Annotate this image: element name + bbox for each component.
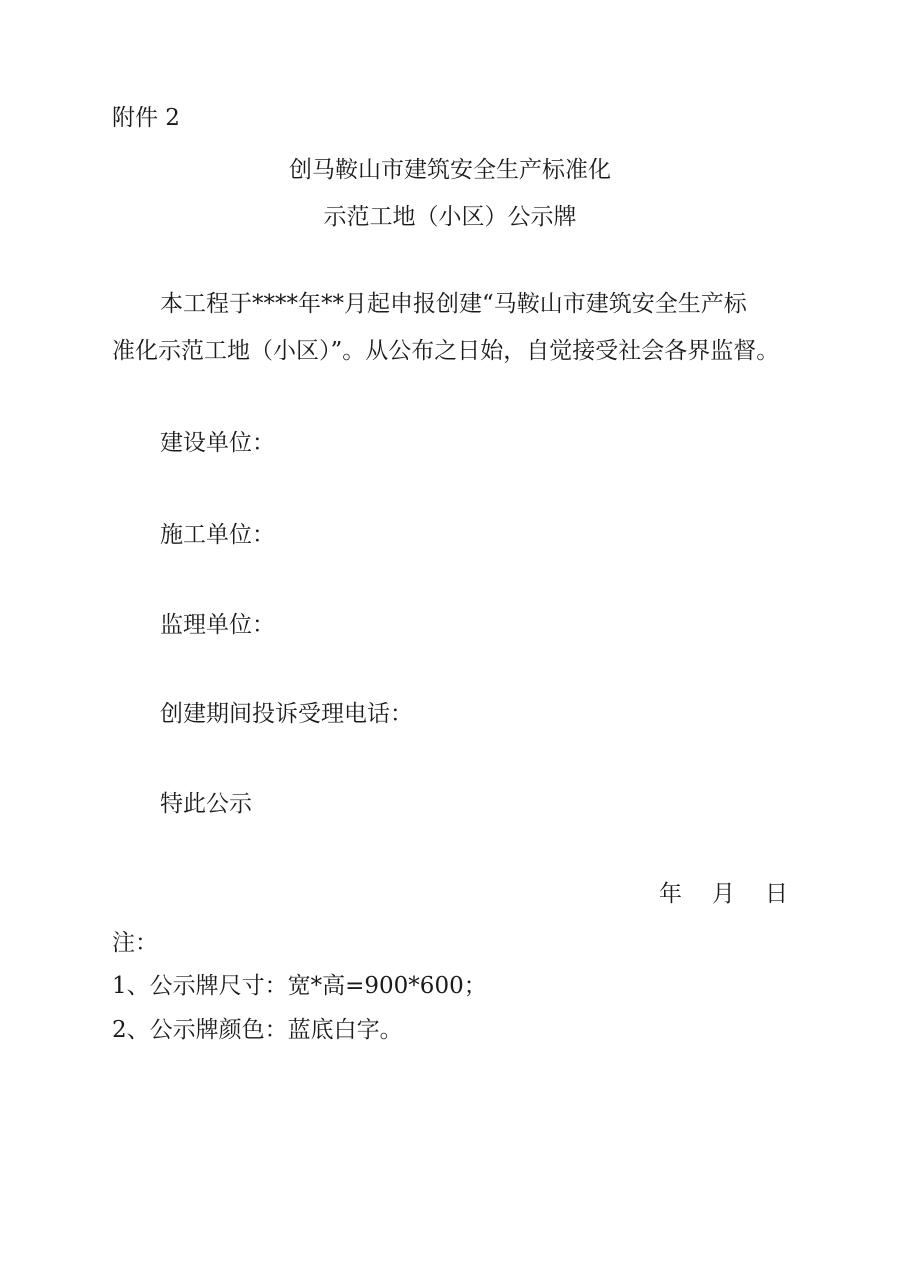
document-title-line2: 示范工地（小区）公示牌	[323, 204, 577, 230]
document-title-line1: 创马鞍山市建筑安全生产标准化	[289, 157, 611, 183]
date-line	[659, 883, 788, 906]
builder-unit-field: 施工单位：	[160, 522, 275, 548]
attachment-label: 附件 2	[112, 105, 180, 131]
body-paragraph-line2: 准化示范工地（小区）”。从公布之日始，自觉接受社会各界监督。	[112, 338, 780, 364]
date-day: 日	[765, 881, 788, 907]
construction-unit-field: 建设单位：	[160, 430, 275, 456]
supervision-unit-field: 监理单位：	[160, 612, 275, 638]
notes-label: 注：	[112, 930, 158, 956]
note-item-color: 2、公示牌颜色：蓝底白字。	[112, 1017, 403, 1043]
closing-statement: 特此公示	[160, 791, 252, 817]
date-month: 月	[712, 881, 735, 907]
note-item-size: 1、公示牌尺寸：宽*高=900*600；	[112, 973, 487, 999]
complaint-phone-field: 创建期间投诉受理电话：	[160, 701, 413, 727]
body-paragraph-line1: 本工程于****年**月起申报创建“马鞍山市建筑安全生产标	[160, 291, 747, 317]
date-year: 年	[659, 881, 682, 907]
